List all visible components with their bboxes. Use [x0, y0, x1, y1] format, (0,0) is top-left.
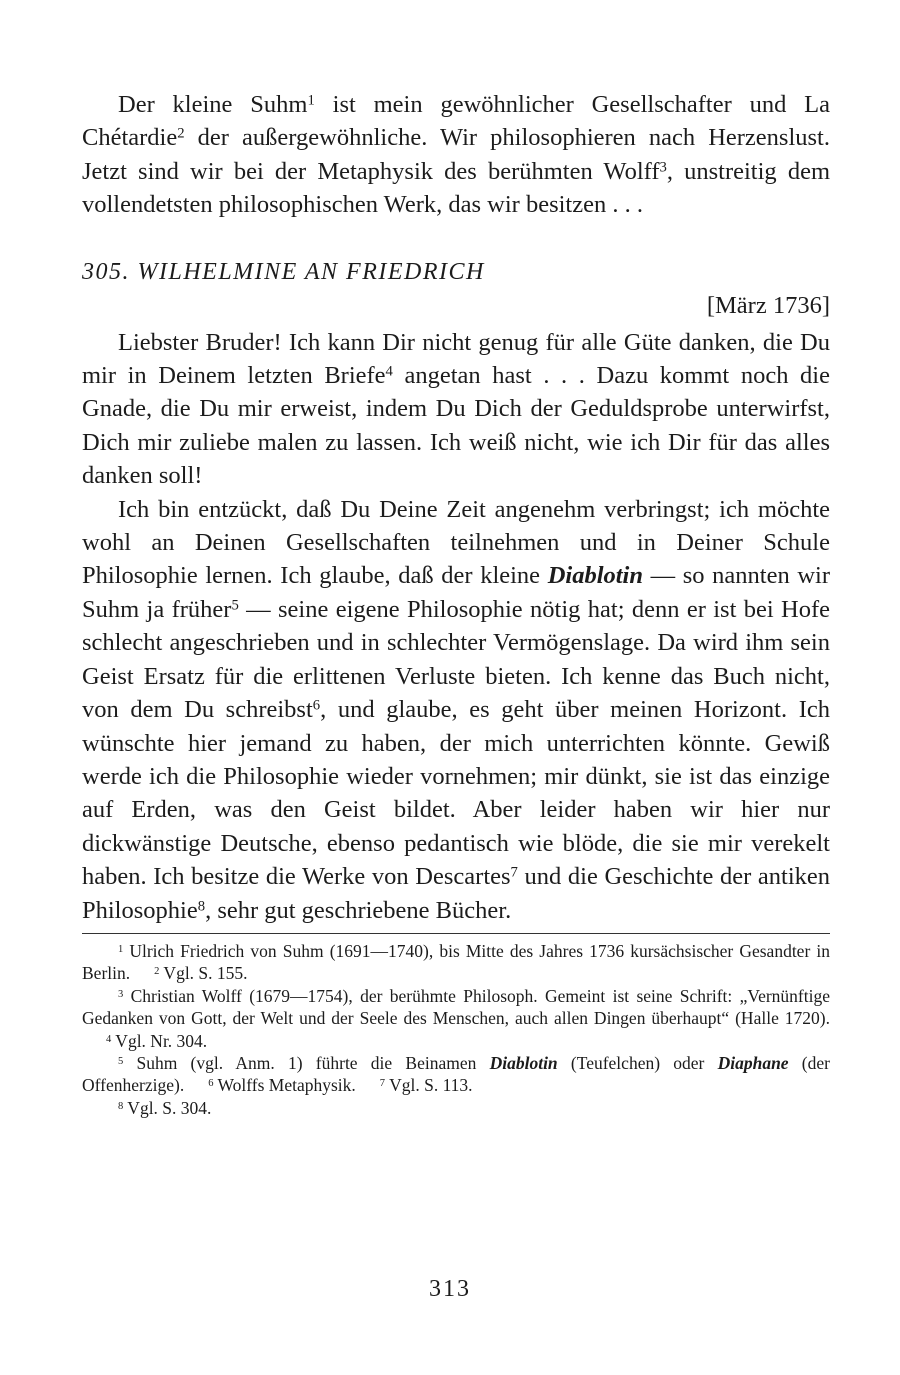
text-span: angetan hast . . . Dazu kommt noch die Gnade, die Du mir erweist, indem Du Dich der Geduldsprobe unterwirfst, Dich mir zuliebe malen zu lassen. Ich weiß nicht, wie ich Dir für das alles danken soll!: [82, 362, 830, 490]
text-span: der außergewöhnliche. Wir philosophieren nach Herzenslust. Jetzt sind wir bei der Metaphysik des berühmten Wolff: [82, 124, 830, 185]
footnote-text: Wolffs Metaphysik.: [213, 1075, 356, 1096]
footnote-ref: 6: [312, 697, 321, 714]
text-span: , und glaube, es geht über meinen Horizont. Ich wünschte hier jemand zu haben, der mich unterrichten könnte. Gewiß werde ich die Philosophie wieder vornehmen; mir dünkt, sie ist das einzige auf Erden, was den Geist bildet. Aber leider haben wir hier nur dickwänstige Deutsche, ebenso pedantisch wie blöde, die sie mir verekelt haben. Ich besitze die Werke von Descartes: [82, 696, 830, 891]
footnotes: [82, 940, 830, 1119]
page-content: [82, 88, 830, 1119]
footnote-number: 7: [379, 1078, 386, 1090]
text-span: — so nannten wir Suhm ja früher: [82, 562, 830, 623]
letter-paragraph-1: [82, 326, 830, 493]
footnote-ref: 1: [307, 92, 315, 109]
letter-date: [März 1736]: [706, 291, 830, 319]
footnote-1-2: [82, 940, 830, 985]
intro-paragraph: [82, 88, 830, 222]
text-span: Ich bin entzückt, daß Du Deine Zeit angenehm verbringst; ich möchte wohl an Deinen Gesellschaften teilnehmen und in Deiner Schule Philosophie lernen. Ich glaube, daß der kleine: [82, 495, 830, 590]
footnote-number: 6: [208, 1078, 214, 1090]
text-span: Liebster Bruder! Ich kann Dir nicht genug für alle Güte danken, die Du mir in Deinem letzten Briefe: [82, 328, 830, 390]
footnote-ref: 2: [177, 126, 185, 143]
text-span: Der kleine Suhm: [118, 91, 308, 118]
footnote-ref: 8: [197, 898, 206, 915]
italic-term: Diaphane: [717, 1052, 789, 1073]
text-span: und die Geschichte der antiken Philosophie: [82, 863, 830, 924]
footnote-ref: 3: [659, 159, 667, 176]
text-span: ist mein gewöhnlicher Gesellschafter und La Chétardie: [82, 91, 830, 152]
footnote-divider: [82, 933, 830, 934]
footnote-number: 4: [106, 1033, 112, 1045]
footnote-text: Ulrich Friedrich von Suhm (1691—1740), bis Mitte des Jahres 1736 kursächsischer Gesandter in Berlin.: [82, 940, 830, 984]
italic-term: Diablotin: [547, 562, 643, 590]
footnote-ref: 7: [510, 864, 518, 881]
letter-paragraph-2: [82, 493, 830, 927]
footnote-text: (Teufelchen) oder: [557, 1052, 718, 1073]
footnote-text: Vgl. S. 304.: [123, 1097, 212, 1118]
footnote-text: Vgl. S. 113.: [385, 1075, 473, 1096]
footnote-number: 5: [118, 1055, 124, 1067]
letter-heading: 305. WILHELMINE AN FRIEDRICH: [82, 258, 485, 285]
italic-term: Diablotin: [489, 1052, 558, 1073]
text-span: , sehr gut geschriebene Bücher.: [205, 896, 512, 924]
footnote-text: Suhm (vgl. Anm. 1) führte die Beinamen: [123, 1052, 490, 1073]
footnote-number: 1: [118, 943, 124, 955]
footnote-number: 8: [118, 1100, 124, 1112]
text-span: — seine eigene Philosophie nötig hat; denn er ist bei Hofe schlecht angeschrieben und in schlechter Vermögenslage. Da wird ihm sein Geist Ersatz für die erlittenen Verluste bieten. Ich kenne das Buch nicht, von dem Du schreibst: [82, 595, 830, 724]
footnote-number: 2: [154, 966, 160, 978]
footnote-text: (der Offenherzige).: [82, 1052, 830, 1096]
footnote-ref: 5: [231, 597, 239, 614]
page-number: 313: [429, 1276, 471, 1302]
footnote-5-7: [82, 1052, 830, 1097]
footnote-8: [82, 1097, 830, 1119]
footnote-number: 3: [118, 988, 124, 1000]
text-span: , unstreitig dem vollendetsten philosophischen Werk, das wir besitzen . . .: [82, 157, 830, 219]
footnote-text: Vgl. Nr. 304.: [111, 1030, 208, 1051]
footnote-text: Christian Wolff (1679—1754), der berühmte Philosoph. Gemeint ist seine Schrift: „Vernünftige Gedanken von Gott, der Welt und der Seele des Menschen, auch allen Dingen überhaupt“ (Halle 1720).: [82, 985, 830, 1029]
footnote-ref: 4: [385, 363, 393, 380]
footnote-3-4: [82, 985, 830, 1052]
footnote-text: Vgl. S. 155.: [159, 963, 248, 984]
